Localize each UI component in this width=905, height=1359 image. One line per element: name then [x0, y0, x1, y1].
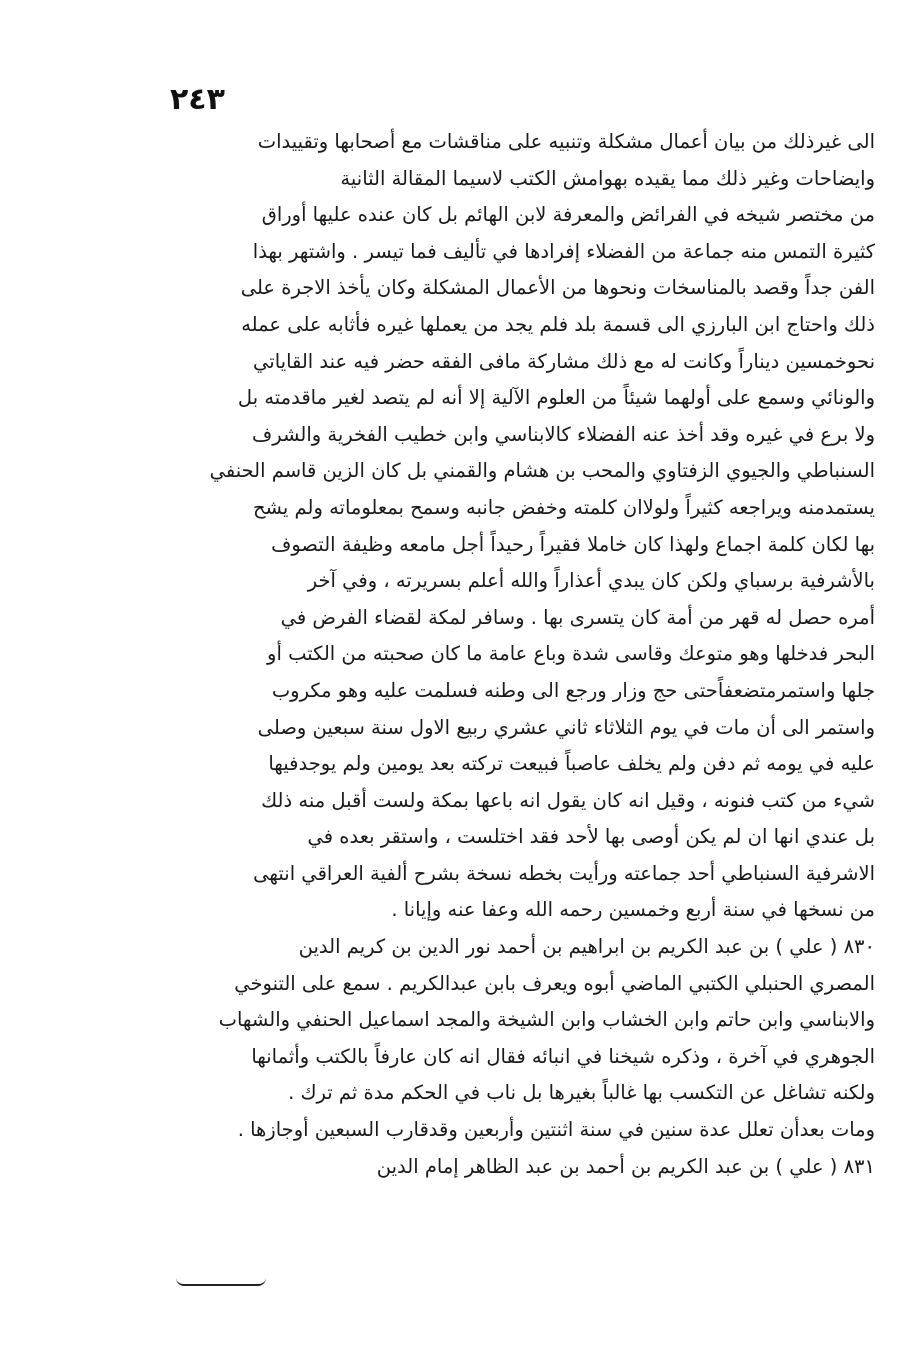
text-line: الاشرفية السنباطي أحد جماعته ورأيت بخطه نسخة بشرح ألفية العراقي انتهى [253, 861, 875, 885]
text-line: الجوهري في آخرة ، وذكره شيخنا في انبائه فقال انه كان عارفاً بالكتب وأثمانها [251, 1044, 875, 1068]
text-line: من نسخها في سنة أربع وخمسين رحمه الله وعفا عنه وإيانا . [391, 898, 875, 922]
text-line: عليه في يومه ثم دفن ولم يخلف عاصباً فبيعت تركته بعد يومين ولم يوجدفيها [268, 752, 875, 776]
text-line: ومات بعدأن تعلل عدة سنين في سنة اثنتين وأربعين وقدقارب السبعين أوجازها . [237, 1118, 875, 1142]
text-line: جلها واستمرمتضعفاًحتى حج وزار ورجع الى وطنه فسلمت عليه وهو مكروب [271, 678, 875, 702]
text-line: ٨٣١ ( علي ) بن عبد الكريم بن أحمد بن عبد الظاهر إمام الدين [376, 1154, 875, 1178]
text-line: يستمدمنه ويراجعه كثيراً ولولاان كلمته وخفض جانبه وسمح بمعلوماته ولم يشح [252, 495, 875, 519]
text-line: واستمر الى أن مات في يوم الثلاثاء ثاني عشري ربيع الاول سنة سبعين وصلى [257, 715, 875, 739]
text-line: بل عندي انها ان لم يكن أوصى بها لأحد فقد اختلست ، واستقر بعده في [307, 825, 875, 849]
page-number: ٢٤٣ [170, 82, 225, 117]
text-line: ولا برع في غيره وقد أخذ عنه الفضلاء كالابناسي وابن خطيب الفخرية والشرف [252, 422, 875, 446]
text-line: كثيرة التمس منه جماعة من الفضلاء إفرادها في تأليف فما تيسر . واشتهر بهذا [252, 239, 875, 263]
text-line: السنباطي والجيوي الزفتاوي والمحب بن هشام والقمني بل كان الزين قاسم الحنفي [209, 459, 875, 483]
body-text [150, 124, 875, 1185]
text-line: من مختصر شيخه في الفرائض والمعرفة لابن الهائم بل كان عنده عليها أوراق [261, 203, 875, 227]
underline-mark [176, 1278, 266, 1286]
text-line: نحوخمسين ديناراً وكانت له مع ذلك مشاركة مافى الفقه حضر فيه عند القاياتي [253, 349, 875, 373]
text-line: بالأشرفية برسباي ولكن كان يبدي أعذاراً والله أعلم بسريرته ، وفي آخر [307, 569, 875, 593]
text-line: أمره حصل له قهر من أمة كان يتسرى بها . وسافر لمكة لقضاء الفرض في [280, 605, 875, 629]
text-line: الفن جداً وقصد بالمناسخات ونحوها من الأعمال المشكلة وكان يأخذ الاجرة على [240, 276, 875, 300]
text-line: بها لكان كلمة اجماع ولهذا كان خاملا فقيراً رحيداً أجل مامعه وظيفة التصوف [271, 532, 875, 556]
text-line: ذلك واحتاج ابن البارزي الى قسمة بلد فلم يجد من يعملها غيره فأثابه على عمله [241, 312, 875, 336]
text-line: وايضاحات وغير ذلك مما يقيده بهوامش الكتب لاسيما المقالة الثانية [340, 166, 875, 190]
text-line: البحر فدخلها وهو متوعك وقاسى شدة وباع عامة ما كان صحبته من الكتب أو [267, 642, 875, 666]
text-line: الى غيرذلك من بيان أعمال مشكلة وتنبيه على مناقشات مع أصحابها وتقييدات [257, 130, 875, 153]
text-line: والابناسي وابن حاتم وابن الخشاب وابن الشيخة والمجد اسماعيل الحنفي والشهاب [218, 1008, 875, 1032]
text-line: شيء من كتب فنونه ، وقيل انه كان يقول انه باعها بمكة ولست أقبل منه ذلك [261, 788, 875, 812]
text-line: والونائي وسمع على أولهما شيئاً من العلوم الآلية إلا أنه لم يتصد لغير ماقدمته بل [237, 386, 875, 410]
text-line: ٨٣٠ ( علي ) بن عبد الكريم بن ابراهيم بن أحمد نور الدين بن كريم الدين [298, 935, 875, 959]
text-line: ولكنه تشاغل عن التكسب بها غالباً بغيرها بل ناب في الحكم مدة ثم ترك . [288, 1081, 875, 1105]
text-line: المصري الحنبلي الكتبي الماضي أبوه ويعرف بابن عبدالكريم . سمع على التنوخي [234, 971, 875, 995]
